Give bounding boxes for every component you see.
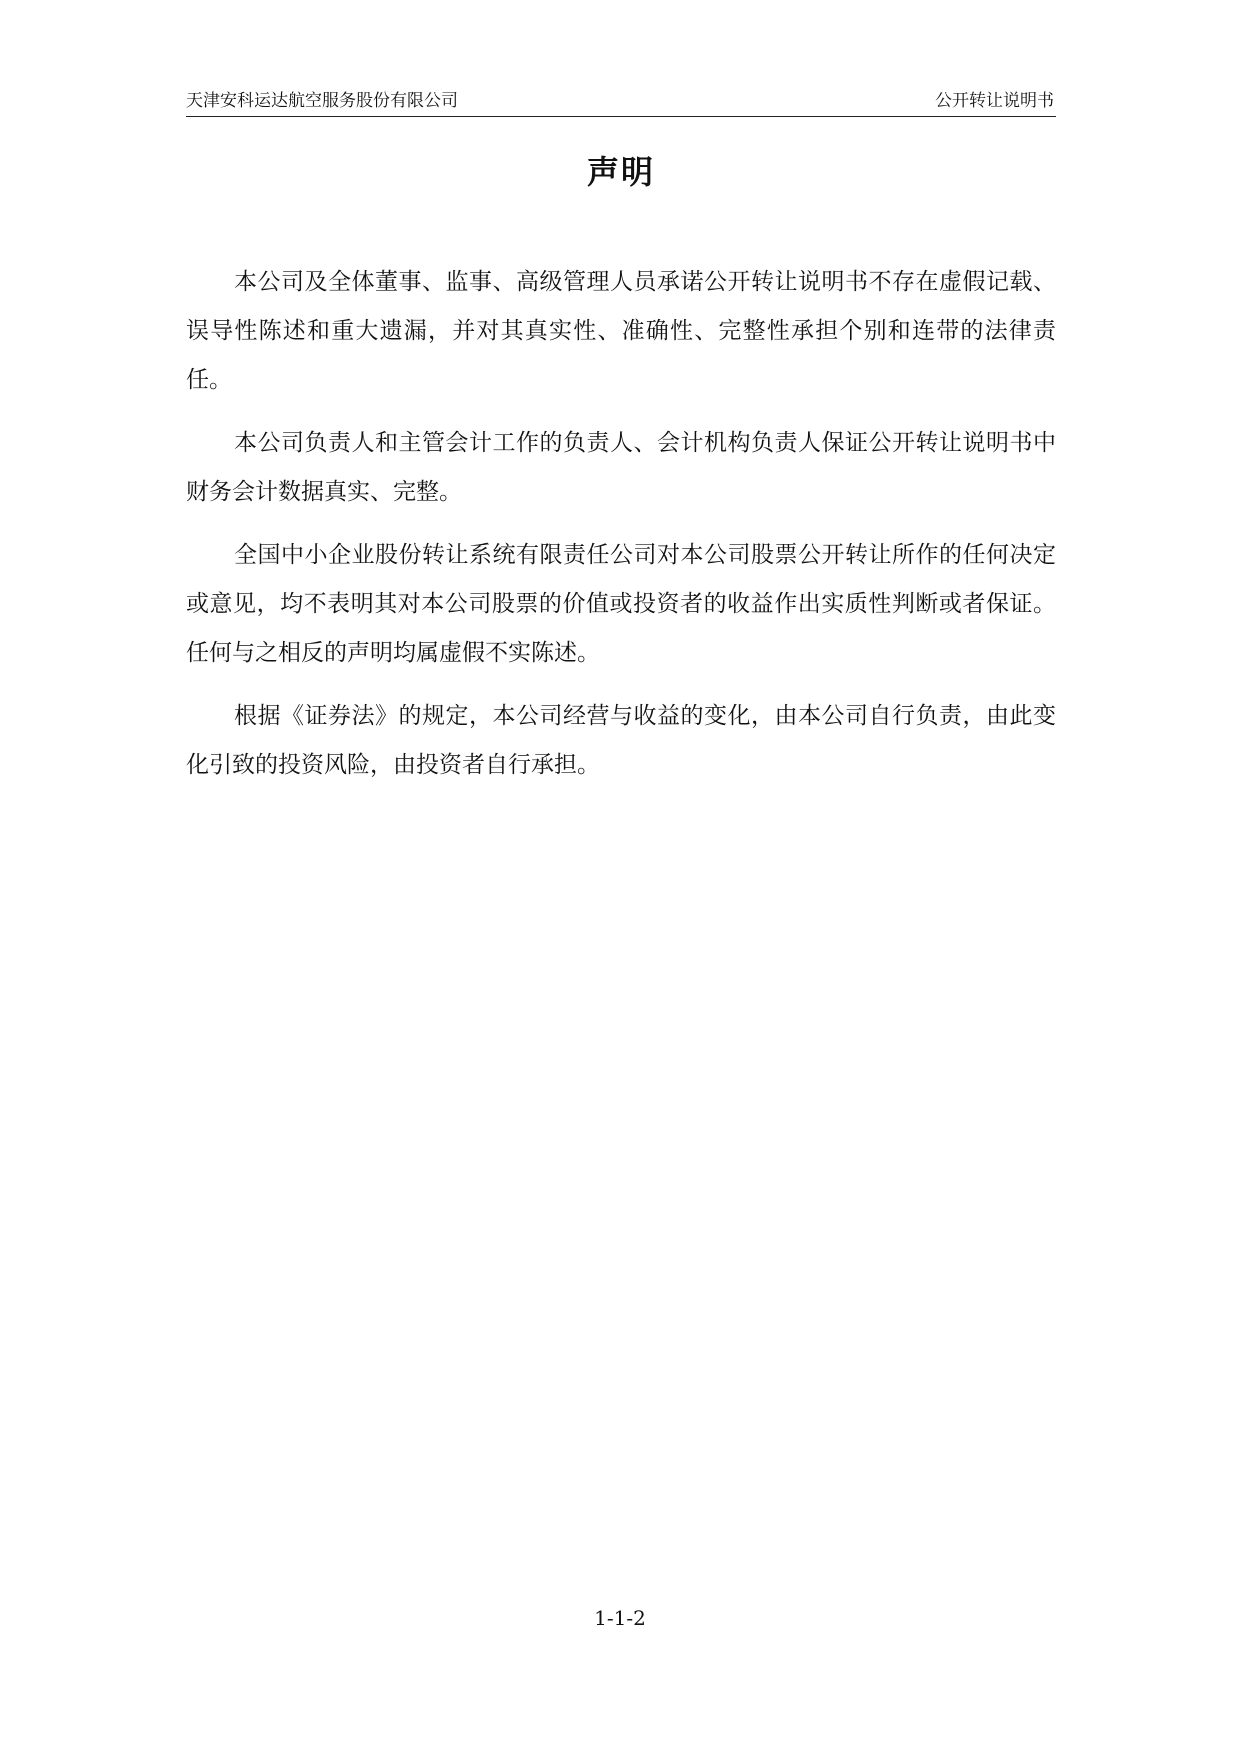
paragraph-investment-risk: 根据《证券法》的规定，本公司经营与收益的变化，由本公司自行负责，由此变化引致的投资风险，由投资者自行承担。 [186,703,1056,778]
page-number: 1-1-2 [594,1606,646,1630]
page-title: 声明 [586,153,655,191]
paragraph-neeq-disclaimer: 全国中小企业股份转让系统有限责任公司对本公司股票公开转让所作的任何决定或意见，均不表明其对本公司股票的价值或投资者的收益作出实质性判断或者保证。任何与之相反的声明均属虚假不实陈述。 [186,542,1056,666]
header-company-name: 天津安科运达航空服务股份有限公司 [186,91,458,111]
paragraph-directors-commitment: 本公司及全体董事、监事、高级管理人员承诺公开转让说明书不存在虚假记载、误导性陈述和重大遗漏，并对其真实性、准确性、完整性承担个别和连带的法律责任。 [186,269,1056,393]
paragraph-financial-data-guarantee: 本公司负责人和主管会计工作的负责人、会计机构负责人保证公开转让说明书中财务会计数据真实、完整。 [186,430,1056,505]
page-header [186,86,1056,117]
declaration-body [186,258,1056,804]
header-document-type: 公开转让说明书 [935,91,1054,111]
